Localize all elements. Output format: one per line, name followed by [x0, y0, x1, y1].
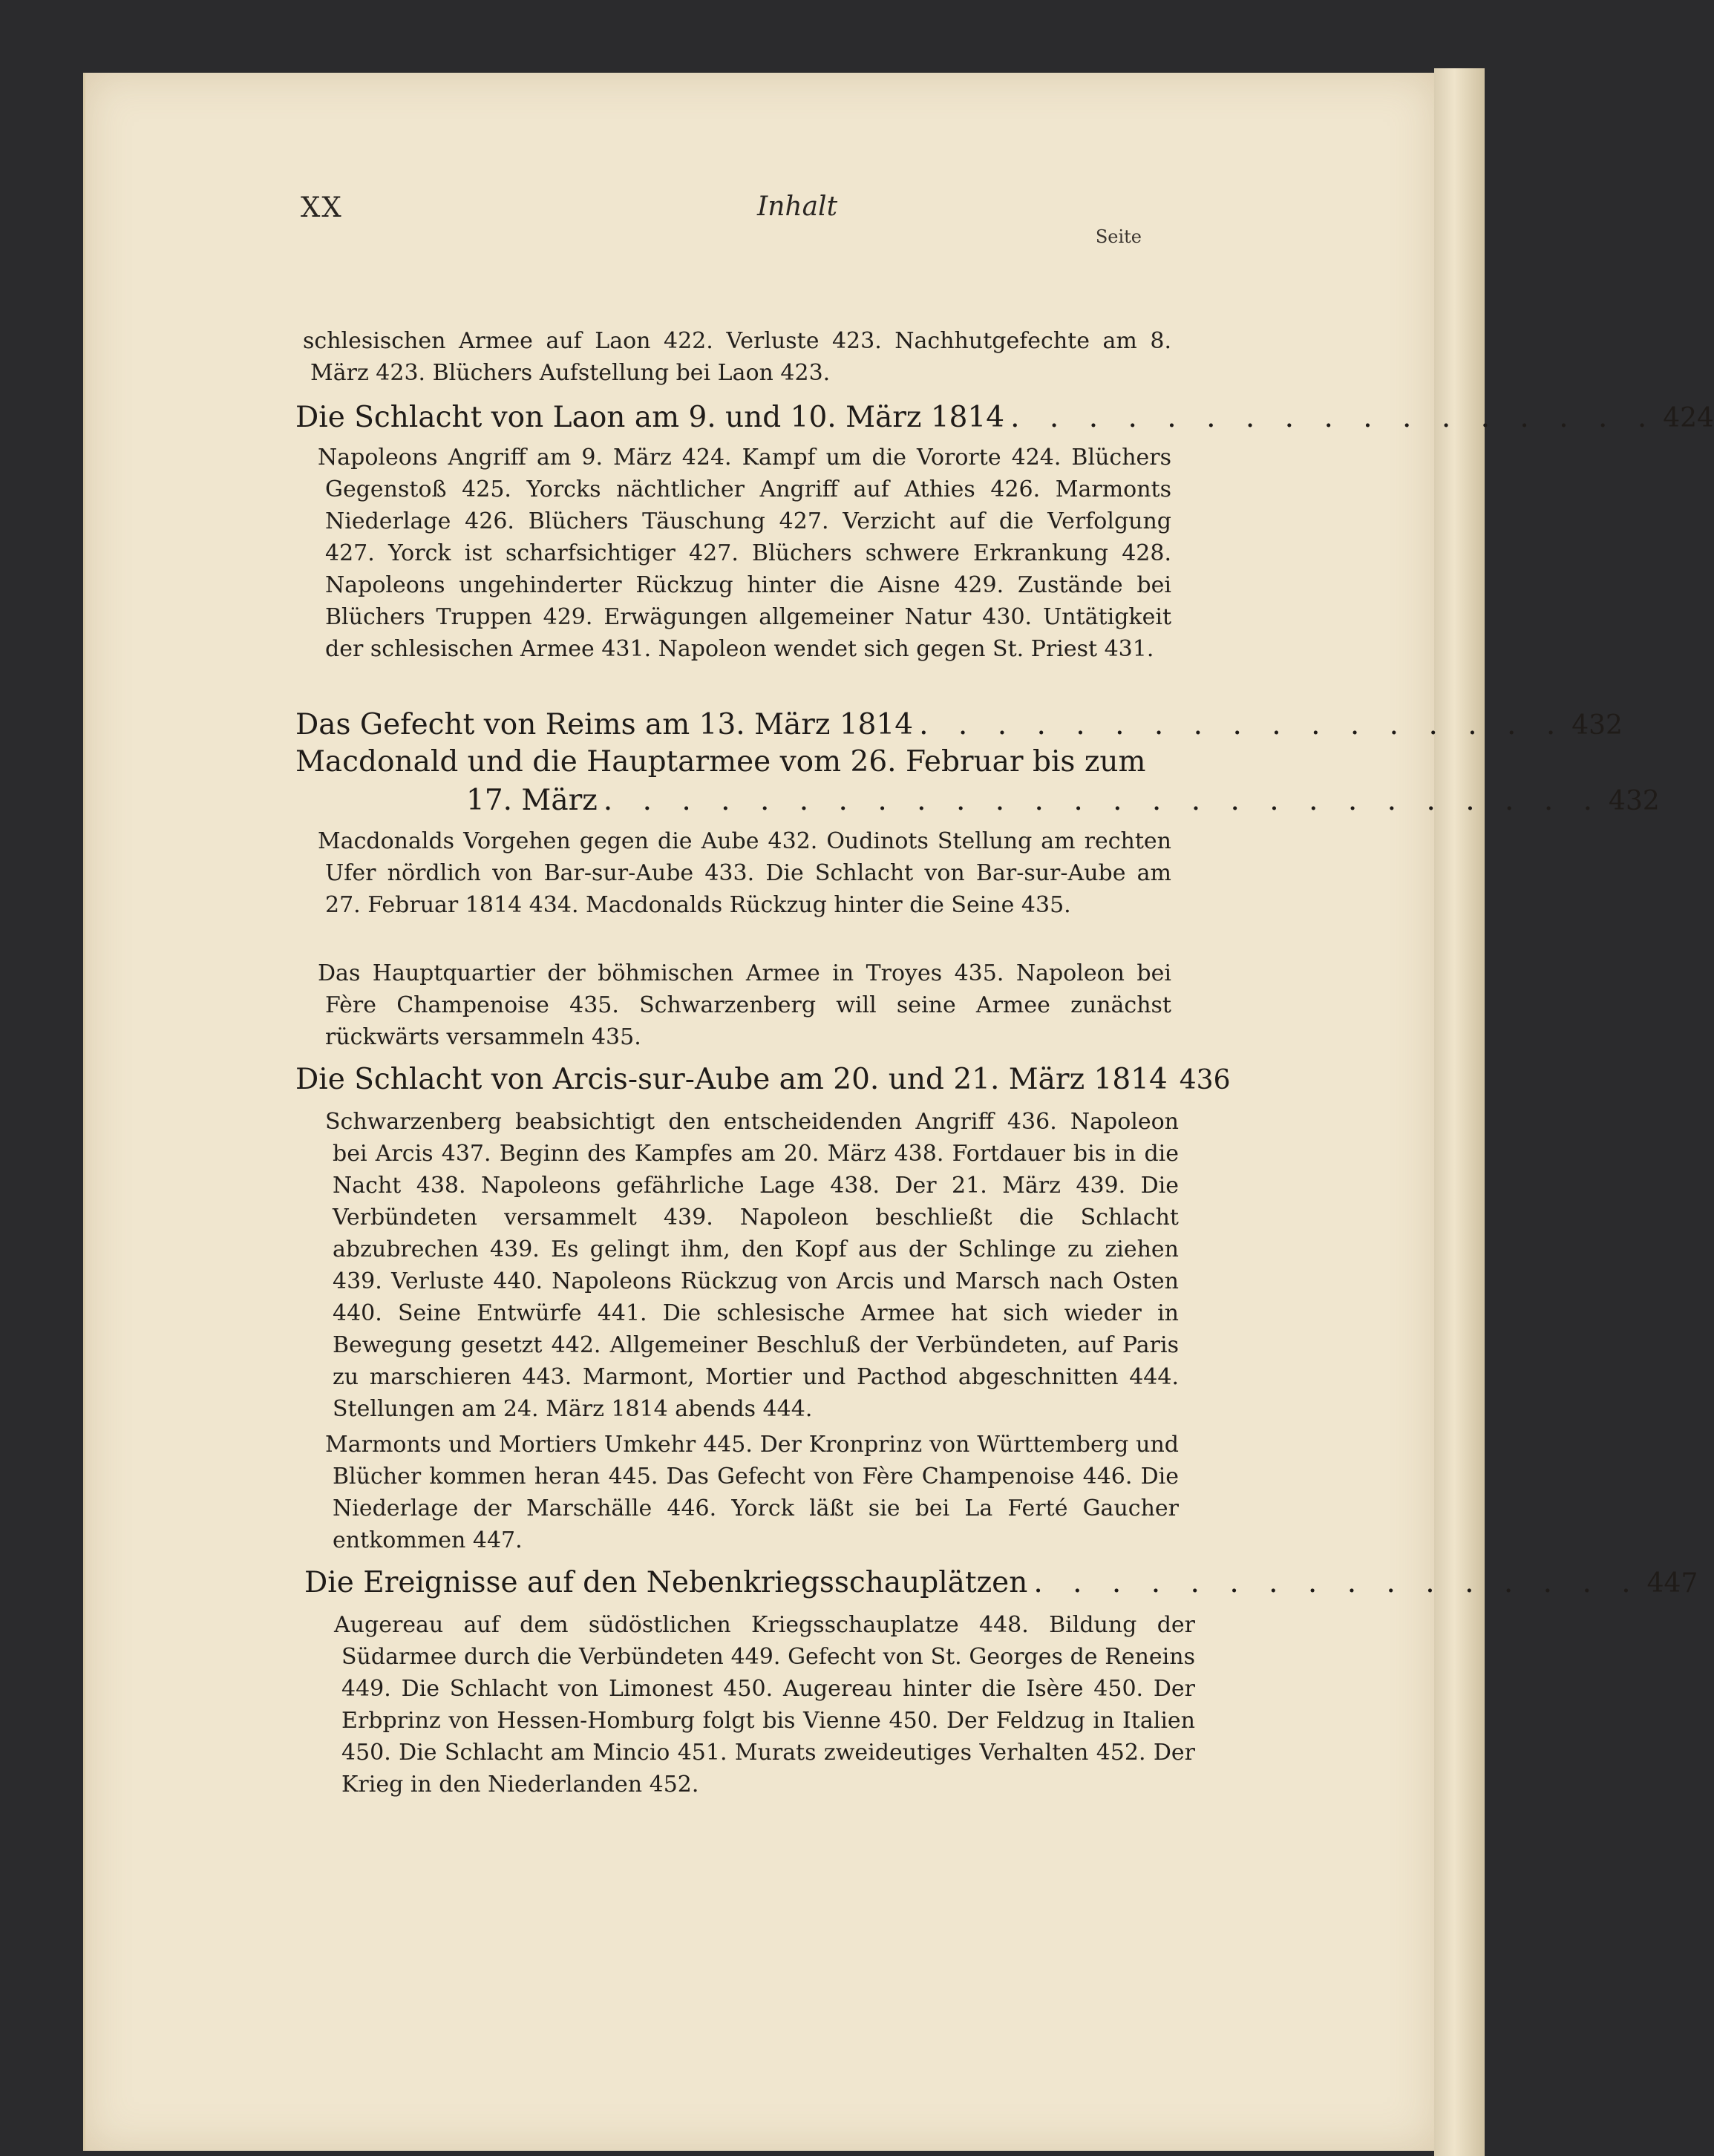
toc-heading-nebenkriegsschauplaetze [304, 1564, 1698, 1602]
toc-heading-reims [295, 707, 1623, 744]
seite-label: Seite [1095, 226, 1142, 247]
toc-heading-laon [295, 399, 1714, 437]
toc-page-number: 432 [1609, 786, 1660, 816]
toc-paragraph: Macdonalds Vorgehen gegen die Aube 432. Oudinots Stellung am rechten Ufer nördlich von Bar-sur-Aube 433. Die Schlacht von Bar-sur-Aube am 27. Februar 1814 434. Macdonalds Rückzug hinter die Seine 435. [318, 828, 1171, 918]
page-number: XX [301, 191, 343, 223]
toc-heading-title: 17. März [466, 784, 598, 817]
toc-heading-arcis [295, 1061, 1231, 1099]
toc-heading-macdonald-line1: Macdonald und die Hauptarmee vom 26. Februar bis zum [295, 745, 1146, 779]
page-header [0, 191, 1485, 236]
leader-dots: . . . . . . . . . . . . . . . . . [1010, 401, 1658, 434]
toc-paragraph: Schwarzenberg beabsichtigt den entscheidenden Angriff 436. Napoleon bei Arcis 437. Beginn des Kampfes am 20. März 438. Fortdauer bis in die Nacht 438. Napoleons gefährliche Lage 438. Der 21. März 439. Die Verbündeten versammelt 439. Napoleon beschließt die Schlacht abzubrechen 439. Es gelingt ihm, den Kopf aus der Schlinge zu ziehen 439. Verluste 440. Napoleons Rückzug von Arcis und Marsch nach Osten 440. Seine Entwürfe 441. Die schlesische Armee hat sich wieder in Bewegung gesetzt 442. Allgemeiner Beschluß der Verbündeten, auf Paris zu marschieren 443. Marmont, Mortier und Pacthod abgeschnitten 444. Stellungen am 24. März 1814 abends 444. [325, 1109, 1179, 1422]
toc-heading-title: Das Gefecht von Reims am 13. März 1814 [295, 708, 914, 741]
toc-page-number: 436 [1179, 1065, 1231, 1095]
toc-paragraph: schlesischen Armee auf Laon 422. Verluste 423. Nachhutgefechte am 8. März 423. Blüchers Aufstellung bei Laon 423. [303, 328, 1171, 386]
toc-page-number: 447 [1646, 1568, 1698, 1599]
toc-paragraph: Marmonts und Mortiers Umkehr 445. Der Kronprinz von Württemberg und Blücher kommen heran 445. Das Gefecht von Fère Champenoise 446. Die Niederlage der Marschälle 446. Yorck läßt sie bei La Ferté Gaucher entkommen 447. [325, 1432, 1179, 1553]
leader-dots: . . . . . . . . . . . . . . . . . [919, 708, 1566, 741]
toc-heading-title: Die Schlacht von Arcis-sur-Aube am 20. und 21. März 1814 [295, 1063, 1168, 1096]
running-title: Inhalt [757, 191, 838, 222]
toc-heading-title: Die Ereignisse auf den Nebenkriegsschauplätzen [304, 1566, 1028, 1599]
toc-page-number: 432 [1571, 710, 1623, 741]
leader-dots: . . . . . . . . . . . . . . . . . . . . . . . . . . [603, 784, 1603, 817]
toc-heading-macdonald-line2 [466, 782, 1660, 820]
toc-page-number: 424 [1663, 403, 1714, 433]
next-page-edge [1434, 68, 1485, 2156]
toc-paragraph: Napoleons Angriff am 9. März 424. Kampf um die Vororte 424. Blüchers Gegenstoß 425. Yorcks nächtlicher Angriff auf Athies 426. Marmonts Niederlage 426. Blüchers Täuschung 427. Verzicht auf die Verfolgung 427. Yorck ist scharfsichtiger 427. Blüchers schwere Erkrankung 428. Napoleons ungehinderter Rückzug hinter die Aisne 429. Zustände bei Blüchers Truppen 429. Erwägungen allgemeiner Natur 430. Untätigkeit der schlesischen Armee 431. Napoleon wendet sich gegen St. Priest 431. [318, 445, 1171, 662]
toc-paragraph: Das Hauptquartier der böhmischen Armee in Troyes 435. Napoleon bei Fère Champenoise 435. Schwarzenberg will seine Armee zunächst rückwärts versammeln 435. [318, 960, 1171, 1050]
toc-paragraph: Augereau auf dem südöstlichen Kriegsschauplatze 448. Bildung der Südarmee durch die Verbündeten 449. Gefecht von St. Georges de Reneins 449. Die Schlacht von Limonest 450. Augereau hinter die Isère 450. Der Erbprinz von Hessen-Homburg folgt bis Vienne 450. Der Feldzug in Italien 450. Die Schlacht am Mincio 451. Murats zweideutiges Verhalten 452. Der Krieg in den Niederlanden 452. [334, 1612, 1195, 1798]
leader-dots: . . . . . . . . . . . . . . . . [1033, 1566, 1641, 1599]
toc-heading-title: Die Schlacht von Laon am 9. und 10. März 1814 [295, 401, 1005, 434]
